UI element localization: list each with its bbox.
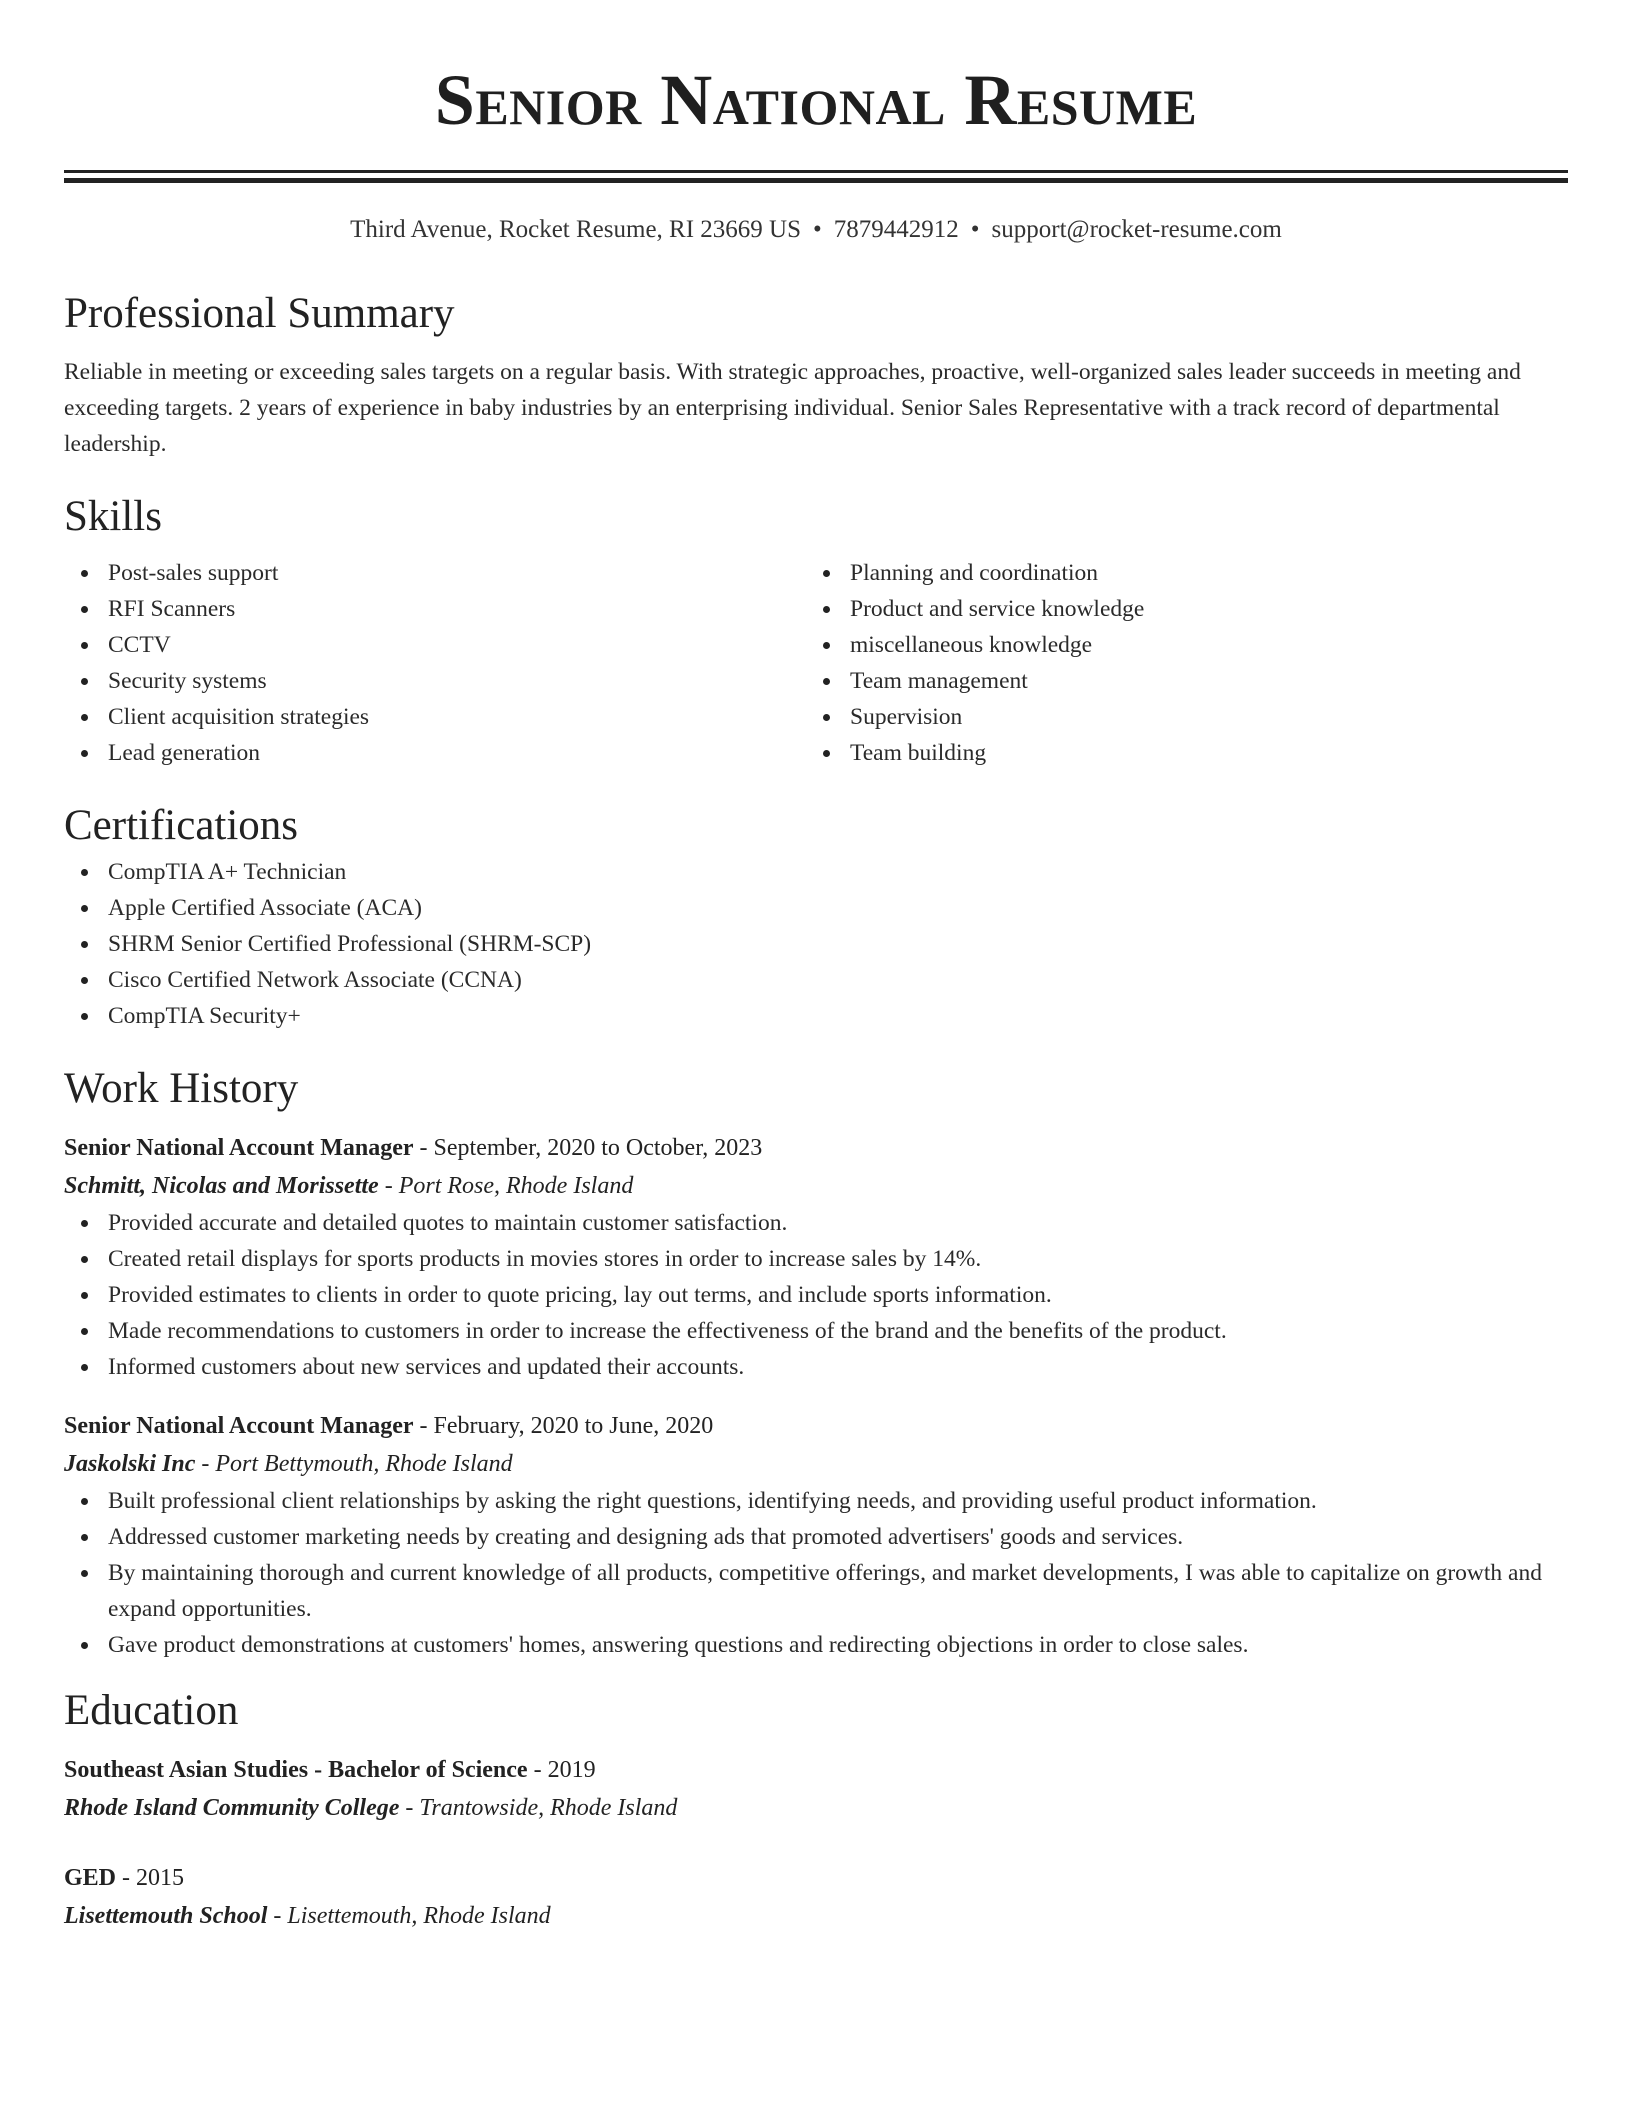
education-school: Lisettemouth School bbox=[64, 1903, 268, 1929]
education-entry bbox=[64, 1751, 1568, 1827]
skill-item: Lead generation bbox=[64, 735, 806, 771]
education-school-line: Rhode Island Community College - Trantowside, Rhode Island bbox=[64, 1795, 678, 1821]
skill-item: Team management bbox=[806, 663, 1548, 699]
certification-item: Cisco Certified Network Associate (CCNA) bbox=[64, 962, 1568, 998]
job-duty: By maintaining thorough and current knowledge of all products, competitive offerings, and market developments, I was able to capitalize on growth and expand opportunities. bbox=[64, 1555, 1568, 1627]
job-duty: Provided estimates to clients in order to quote pricing, lay out terms, and include sports information. bbox=[64, 1277, 1568, 1313]
skills-column-left bbox=[64, 555, 806, 771]
job-location: Port Rose, Rhode Island bbox=[398, 1173, 634, 1199]
section-heading-summary: Professional Summary bbox=[64, 290, 455, 337]
education-year: 2015 bbox=[136, 1865, 185, 1891]
job-title: Senior National Account Manager bbox=[64, 1135, 414, 1161]
summary-text: Reliable in meeting or exceeding sales targets on a regular basis. With strategic approaches, proactive, well-organized sales leader succeeds in meeting and exceeding targets. 2 years of experience in baby industries by an enterprising individual. Senior Sales Representative with a track record of departmental leadership. bbox=[64, 359, 1521, 457]
skill-item: Post-sales support bbox=[64, 555, 806, 591]
certification-item: CompTIA A+ Technician bbox=[64, 854, 1568, 890]
resume-title: Senior National Resume bbox=[434, 60, 1198, 140]
education-degree: Southeast Asian Studies - Bachelor of Science bbox=[64, 1757, 528, 1783]
job-duty: Built professional client relationships by asking the right questions, identifying needs, and providing useful product information. bbox=[64, 1483, 1568, 1519]
job-company: Schmitt, Nicolas and Morissette bbox=[64, 1173, 379, 1199]
skill-item: Client acquisition strategies bbox=[64, 699, 806, 735]
contact-address: Third Avenue, Rocket Resume, RI 23669 US bbox=[350, 216, 802, 243]
job-duty: Made recommendations to customers in order to increase the effectiveness of the brand and the benefits of the product. bbox=[64, 1313, 1568, 1349]
skills-column-right bbox=[806, 555, 1548, 771]
section-heading-work-history: Work History bbox=[64, 1065, 299, 1112]
job-title-line: Senior National Account Manager - September, 2020 to October, 2023 bbox=[64, 1135, 763, 1161]
skill-item: Planning and coordination bbox=[806, 555, 1548, 591]
job-entry bbox=[64, 1129, 1568, 1385]
contact-separator: • bbox=[813, 216, 822, 243]
skill-item: Product and service knowledge bbox=[806, 591, 1548, 627]
job-title: Senior National Account Manager bbox=[64, 1413, 414, 1439]
section-heading-certifications: Certifications bbox=[64, 802, 299, 849]
education-degree-line: Southeast Asian Studies - Bachelor of Science - 2019 bbox=[64, 1757, 596, 1783]
certification-item: CompTIA Security+ bbox=[64, 998, 1568, 1034]
skill-item: Security systems bbox=[64, 663, 806, 699]
job-duty: Created retail displays for sports products in movies stores in order to increase sales by 14%. bbox=[64, 1241, 1568, 1277]
education-location: Trantowside, Rhode Island bbox=[419, 1795, 678, 1821]
contact-email: support@rocket-resume.com bbox=[991, 216, 1282, 243]
title-divider bbox=[64, 170, 1568, 183]
education-school: Rhode Island Community College bbox=[64, 1795, 400, 1821]
job-dates: February, 2020 to June, 2020 bbox=[433, 1413, 714, 1439]
job-company-line: Schmitt, Nicolas and Morissette - Port Rose, Rhode Island bbox=[64, 1173, 634, 1199]
job-duty: Gave product demonstrations at customers' homes, answering questions and redirecting objections in order to close sales. bbox=[64, 1627, 1568, 1663]
education-entry bbox=[64, 1859, 1568, 1935]
education-degree-line: GED - 2015 bbox=[64, 1865, 185, 1891]
job-duties-list bbox=[64, 1483, 1568, 1663]
certification-item: Apple Certified Associate (ACA) bbox=[64, 890, 1568, 926]
skill-item: CCTV bbox=[64, 627, 806, 663]
job-duty: Provided accurate and detailed quotes to maintain customer satisfaction. bbox=[64, 1205, 1568, 1241]
skill-item: Team building bbox=[806, 735, 1548, 771]
certification-item: SHRM Senior Certified Professional (SHRM-SCP) bbox=[64, 926, 1568, 962]
education-location: Lisettemouth, Rhode Island bbox=[287, 1903, 551, 1929]
skill-item: RFI Scanners bbox=[64, 591, 806, 627]
education-degree: GED bbox=[64, 1865, 117, 1891]
skill-item: miscellaneous knowledge bbox=[806, 627, 1548, 663]
job-company: Jaskolski Inc bbox=[64, 1451, 196, 1477]
job-duty: Addressed customer marketing needs by creating and designing ads that promoted advertisers' goods and services. bbox=[64, 1519, 1568, 1555]
contact-separator: • bbox=[970, 216, 980, 243]
job-company-line: Jaskolski Inc - Port Bettymouth, Rhode Island bbox=[64, 1451, 513, 1477]
section-heading-skills: Skills bbox=[64, 493, 162, 540]
education-year: 2019 bbox=[547, 1757, 596, 1783]
job-entry bbox=[64, 1407, 1568, 1663]
job-dates: September, 2020 to October, 2023 bbox=[433, 1135, 763, 1161]
education-school-line: Lisettemouth School - Lisettemouth, Rhode Island bbox=[64, 1903, 551, 1929]
skills-grid bbox=[64, 555, 1568, 771]
job-location: Port Bettymouth, Rhode Island bbox=[215, 1451, 513, 1477]
contact-phone: 7879442912 bbox=[833, 216, 959, 243]
contact-line bbox=[64, 212, 1568, 248]
skill-item: Supervision bbox=[806, 699, 1548, 735]
job-duties-list bbox=[64, 1205, 1568, 1385]
job-duty: Informed customers about new services and updated their accounts. bbox=[64, 1349, 1568, 1385]
section-heading-education: Education bbox=[64, 1687, 239, 1734]
job-title-line: Senior National Account Manager - February, 2020 to June, 2020 bbox=[64, 1413, 714, 1439]
certifications-list bbox=[64, 854, 1568, 1034]
